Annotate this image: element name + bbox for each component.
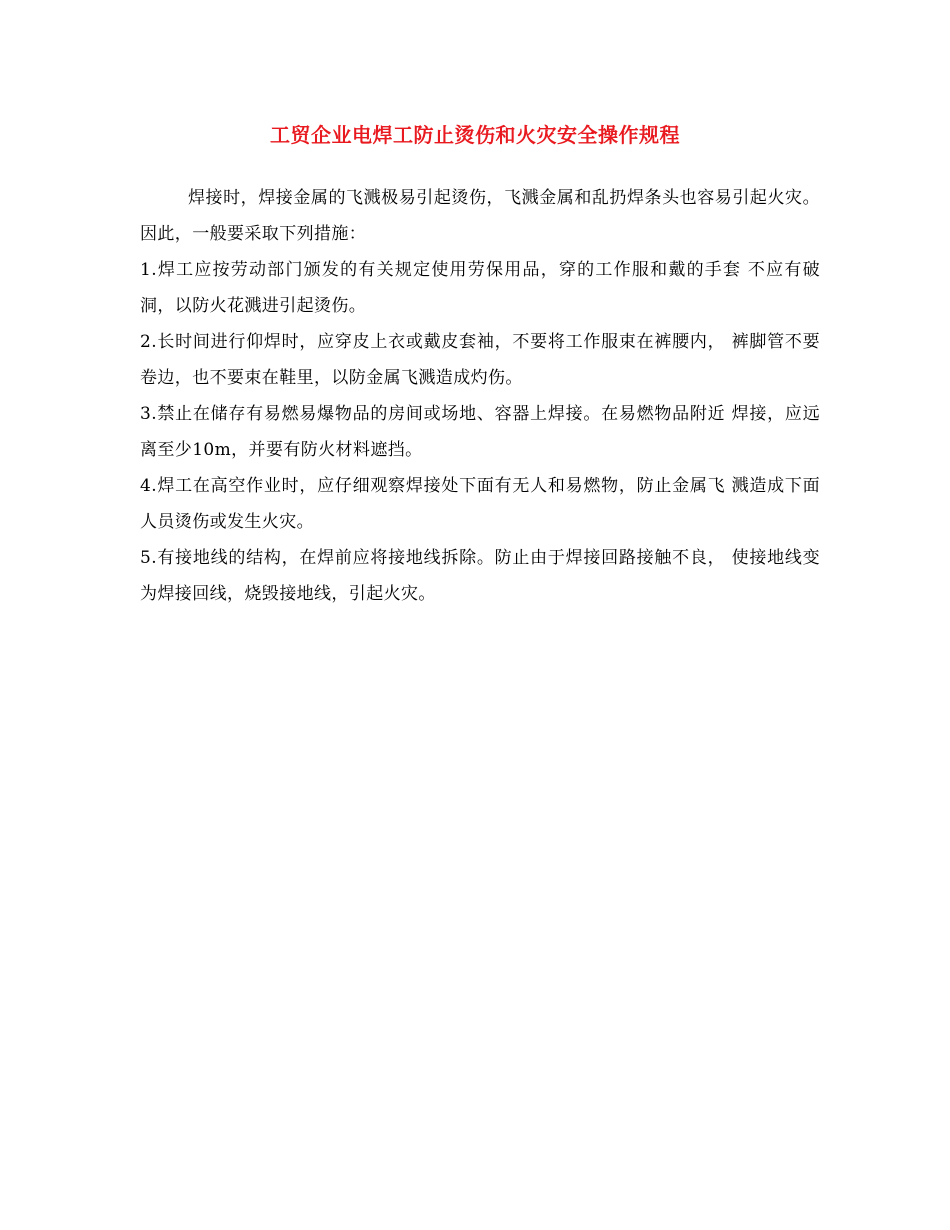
list-item: 1.焊工应按劳动部门颁发的有关规定使用劳保用品，穿的工作服和戴的手套 不应有破洞，以防火花溅进引起烫伤。 — [140, 260, 820, 316]
list-item: 5.有接地线的结构，在焊前应将接地线拆除。防止由于焊接回路接触不良， 使接地线变为焊接回线，烧毁接地线，引起火灾。 — [140, 548, 820, 604]
list-item: 4.焊工在高空作业时，应仔细观察焊接处下面有无人和易燃物，防止金属飞 溅造成下面人员烫伤或发生火灾。 — [140, 476, 820, 532]
document-body — [140, 180, 820, 612]
intro-paragraph: 焊接时，焊接金属的飞溅极易引起烫伤，飞溅金属和乱扔焊条头也容易引起火灾。因此，一般要采取下列措施： — [140, 188, 820, 244]
list-item: 2.长时间进行仰焊时，应穿皮上衣或戴皮套袖，不要将工作服束在裤腰内， 裤脚管不要卷边，也不要束在鞋里，以防金属飞溅造成灼伤。 — [140, 332, 820, 388]
list-item: 3.禁止在储存有易燃易爆物品的房间或场地、容器上焊接。在易燃物品附近 焊接，应远离至少10m，并要有防火材料遮挡。 — [140, 404, 820, 460]
document-title: 工贸企业电焊工防止烫伤和火灾安全操作规程 — [270, 123, 680, 147]
